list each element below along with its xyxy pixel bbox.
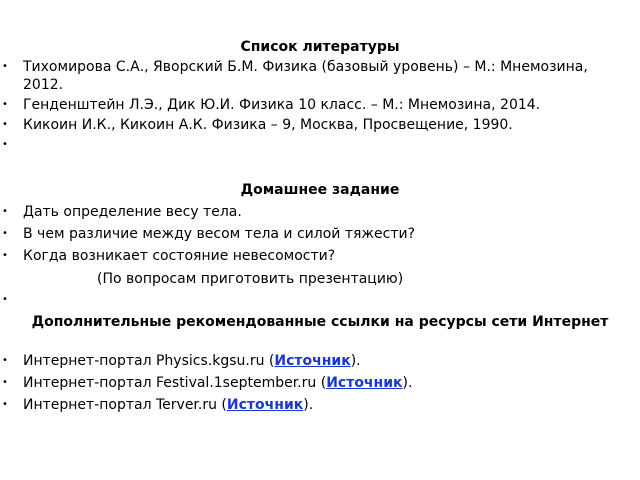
bullet-icon: •	[2, 399, 8, 410]
literature-heading: Список литературы	[240, 39, 400, 55]
resource-item: • Интернет-портал Physics.kgsu.ru (Источник).	[2, 353, 361, 369]
homework-list	[0, 203, 595, 265]
homework-empty-list	[0, 291, 595, 309]
bullet-icon: •	[2, 294, 8, 305]
resource-item: • Интернет-портал Terver.ru (Источник).	[2, 397, 314, 413]
literature-list	[0, 58, 595, 154]
literature-item: • Генденштейн Л.Э., Дик Ю.И. Физика 10 класс. – М.: Мнемозина, 2014.	[2, 97, 541, 113]
source-link[interactable]: Источник	[326, 375, 403, 391]
bullet-icon: •	[2, 206, 8, 217]
bullet-icon: •	[2, 119, 8, 130]
literature-item: • Тихомирова С.А., Яворский Б.М. Физика (базовый уровень) – М.: Мнемозина, 2012.	[2, 59, 588, 93]
bullet-icon: •	[2, 99, 8, 110]
resources-list	[0, 352, 595, 414]
resource-item: • Интернет-портал Festival.1september.ru (Источник).	[2, 375, 413, 391]
homework-item: • В чем различие между весом тела и силой тяжести?	[2, 226, 416, 242]
homework-item-empty	[0, 291, 595, 309]
source-link[interactable]: Источник	[274, 353, 351, 369]
bullet-icon: •	[2, 139, 8, 150]
bullet-icon: •	[2, 355, 8, 366]
homework-note: (По вопросам приготовить презентацию)	[97, 271, 404, 287]
resources-heading: Дополнительные рекомендованные ссылки на ресурсы сети Интернет	[31, 314, 609, 330]
bullet-icon: •	[2, 250, 8, 261]
bullet-icon: •	[2, 228, 8, 239]
homework-item: • Когда возникает состояние невесомости?	[2, 248, 336, 264]
bullet-icon: •	[2, 377, 8, 388]
literature-item: • Кикоин И.К., Кикоин А.К. Физика – 9, Москва, Просвещение, 1990.	[2, 117, 513, 133]
bullet-icon: •	[2, 61, 8, 72]
source-link[interactable]: Источник	[226, 397, 304, 413]
literature-item-empty	[0, 136, 595, 154]
homework-heading: Домашнее задание	[240, 182, 400, 198]
homework-item: • Дать определение весу тела.	[2, 204, 242, 220]
